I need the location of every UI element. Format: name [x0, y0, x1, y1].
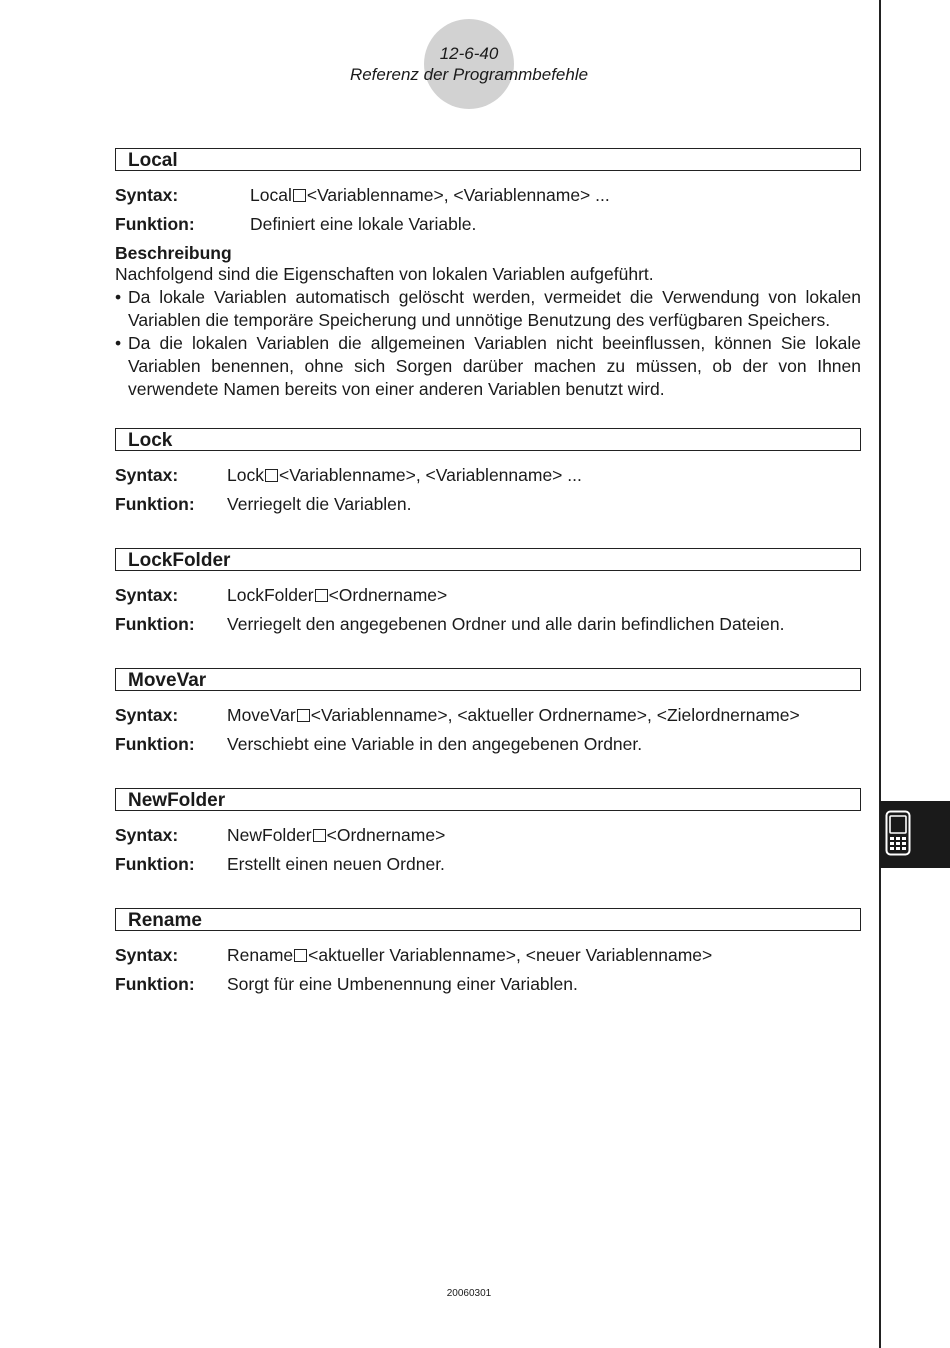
syntax-label: Syntax: [115, 945, 179, 965]
function-value: Erstellt einen neuen Ordner. [227, 854, 445, 874]
function-row-rename [115, 974, 861, 994]
syntax-row-movevar [115, 705, 861, 725]
syntax-value: NewFolder <Ordnername> [227, 825, 446, 845]
function-label: Funktion: [115, 614, 195, 634]
syntax-row-lock [115, 465, 861, 485]
function-row-lockfolder [115, 614, 861, 634]
page-number: 12-6-40 [439, 44, 499, 63]
function-value: Definiert eine lokale Variable. [250, 214, 477, 234]
function-row-newfolder [115, 854, 861, 874]
function-value: Verriegelt die Variablen. [227, 494, 412, 514]
function-value: Verschiebt eine Variable in den angegebenen Ordner. [227, 734, 643, 754]
space-box-icon [297, 709, 310, 722]
space-box-icon [265, 469, 278, 482]
description-bullet: • Da lokale Variablen automatisch gelöscht werden, vermeidet die Verwendung von lokalen Variablen die temporäre Speicherung und unnötige Benutzung des verfügbaren Speichers. [115, 286, 861, 332]
function-label: Funktion: [115, 494, 195, 514]
right-margin-rule [879, 0, 881, 1348]
function-value: Verriegelt den angegebenen Ordner und alle darin befindlichen Dateien. [227, 614, 785, 634]
syntax-label: Syntax: [115, 465, 179, 485]
function-label: Funktion: [115, 214, 195, 234]
syntax-label: Syntax: [115, 585, 179, 605]
function-label: Funktion: [115, 974, 195, 994]
page-number-circle [424, 19, 514, 109]
section-title-local: Local [115, 148, 861, 171]
syntax-row-local [115, 185, 861, 205]
space-box-icon [294, 949, 307, 962]
section-title-newfolder: NewFolder [115, 788, 861, 811]
footer-code: 20060301 [446, 1288, 492, 1299]
syntax-row-newfolder [115, 825, 861, 845]
calculator-icon [885, 810, 911, 856]
page-subtitle: Referenz der Programmbefehle [349, 65, 589, 84]
description-intro: Nachfolgend sind die Eigenschaften von lokalen Variablen aufgeführt. [115, 264, 654, 284]
function-row-lock [115, 494, 861, 514]
syntax-value: Local <Variablenname>, <Variablenname> ... [250, 185, 610, 205]
syntax-row-rename [115, 945, 861, 965]
chapter-side-tab [880, 801, 950, 868]
syntax-value: Lock <Variablenname>, <Variablenname> ... [227, 465, 582, 485]
syntax-value: MoveVar <Variablenname>, <aktueller Ordnername>, <Zielordnername> [227, 705, 800, 725]
function-label: Funktion: [115, 854, 195, 874]
section-title-lock: Lock [115, 428, 861, 451]
page-content [115, 148, 861, 994]
space-box-icon [293, 189, 306, 202]
syntax-row-lockfolder [115, 585, 861, 605]
description-bullet: • Da die lokalen Variablen die allgemeinen Variablen nicht beeinflussen, können Sie lokale Variablen benennen, ohne sich Sorgen darüber machen zu müssen, ob der von Ihnen verwendete Namen bereits von einer anderen Variablen benutzt wird. [115, 332, 861, 401]
syntax-value: LockFolder <Ordnername> [227, 585, 448, 605]
function-label: Funktion: [115, 734, 195, 754]
space-box-icon [315, 589, 328, 602]
function-row-movevar [115, 734, 861, 754]
syntax-label: Syntax: [115, 825, 179, 845]
syntax-value: Rename <aktueller Variablenname>, <neuer Variablenname> [227, 945, 713, 965]
space-box-icon [313, 829, 326, 842]
function-row-local [115, 214, 861, 234]
description-heading: Beschreibung [115, 243, 232, 263]
section-title-lockfolder: LockFolder [115, 548, 861, 571]
syntax-label: Syntax: [115, 705, 179, 725]
function-value: Sorgt für eine Umbenennung einer Variablen. [227, 974, 578, 994]
section-title-rename: Rename [115, 908, 861, 931]
section-title-movevar: MoveVar [115, 668, 861, 691]
syntax-label: Syntax: [115, 185, 179, 205]
